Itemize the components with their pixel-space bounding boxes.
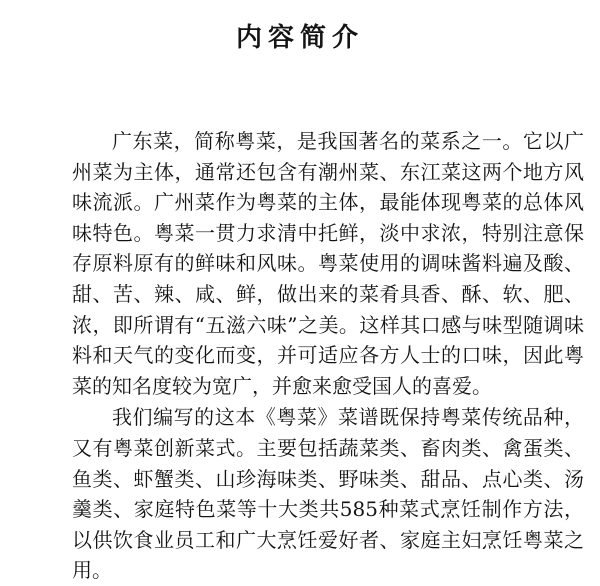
page-title: 内容简介: [235, 23, 364, 53]
paragraph-intro: 广东菜，简称粤菜，是我国著名的菜系之一。它以广州菜为主体，通常还包含有潮州菜、东江菜这两个地方风味流派。广州菜作为粤菜的主体，最能体现粤菜的总体风味特色。粤菜一贯力求清中托鲜，淡中求浓，特别注意保存原料原有的鲜味和风味。粤菜使用的调味酱料遍及酸、甜、苦、辣、咸、鲜，做出来的菜肴具香、酥、软、肥、浓，即所谓有“五滋六味”之美。这样其口感与味型随调味料和天气的变化而变，并可适应各方人士的口味，因此粤菜的知名度较为宽广，并愈来愈受国人的喜爱。: [72, 129, 584, 398]
paragraph-book-contents: 我们编写的这本《粤菜》菜谱既保持粤菜传统品种，又有粤菜创新菜式。主要包括蔬菜类、畜肉类、禽蛋类、鱼类、虾蟹类、山珍海味类、野味类、甜品、点心类、汤羹类、家庭特色菜等十大类共585种菜式烹饪制作方法，以供饮食业员工和广大烹饪爱好者、家庭主妇烹饪粤菜之用。: [72, 405, 584, 583]
document-body: [72, 126, 584, 586]
